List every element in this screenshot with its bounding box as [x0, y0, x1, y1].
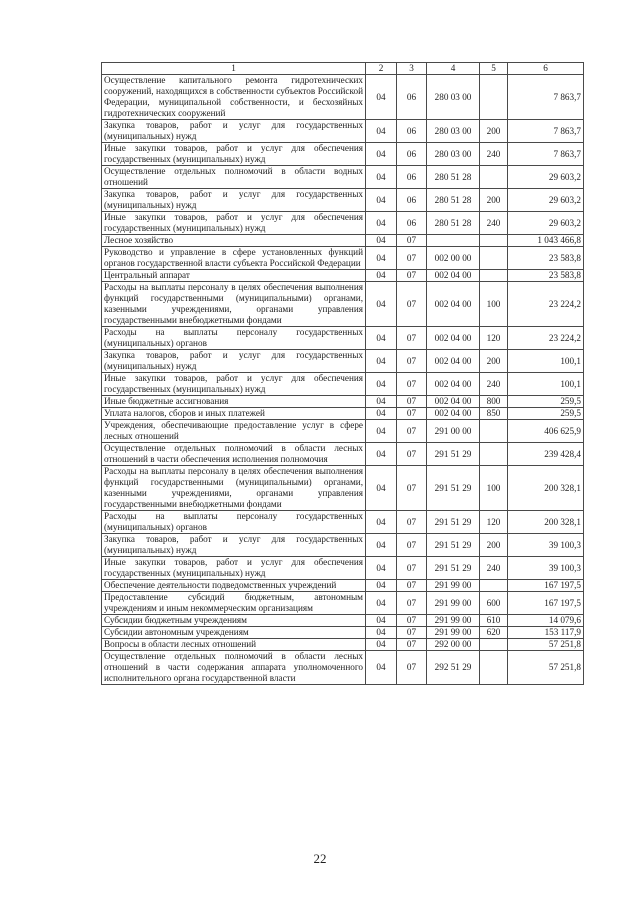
row-name: Закупка товаров, работ и услуг для государственных (муниципальных) нужд — [102, 189, 366, 212]
table-row — [102, 443, 584, 466]
row-subsection: 07 — [397, 651, 427, 685]
row-amount: 7 863,7 — [508, 120, 584, 143]
row-section: 04 — [366, 350, 397, 373]
row-subsection: 07 — [397, 350, 427, 373]
row-target-article: 002 04 00 — [427, 282, 480, 327]
table-row — [102, 627, 584, 639]
row-expense-type — [480, 75, 508, 120]
row-section: 04 — [366, 235, 397, 247]
table-row — [102, 143, 584, 166]
table-row — [102, 373, 584, 396]
row-subsection: 07 — [397, 420, 427, 443]
row-section: 04 — [366, 396, 397, 408]
row-target-article — [427, 235, 480, 247]
row-name: Закупка товаров, работ и услуг для государственных (муниципальных) нужд — [102, 120, 366, 143]
row-target-article: 280 51 28 — [427, 166, 480, 189]
table-row — [102, 235, 584, 247]
row-section: 04 — [366, 557, 397, 580]
row-section: 04 — [366, 580, 397, 592]
row-subsection: 07 — [397, 327, 427, 350]
table-row — [102, 327, 584, 350]
table-row — [102, 534, 584, 557]
row-amount: 153 117,9 — [508, 627, 584, 639]
row-section: 04 — [366, 627, 397, 639]
row-amount: 39 100,3 — [508, 557, 584, 580]
row-subsection: 06 — [397, 143, 427, 166]
row-subsection: 07 — [397, 408, 427, 420]
row-section: 04 — [366, 651, 397, 685]
row-name: Расходы на выплаты персоналу в целях обеспечения выполнения функций государственными (муниципальными) органами, казенными учреждениями, органами управления государственными внебюджетными фондами — [102, 282, 366, 327]
row-expense-type: 200 — [480, 120, 508, 143]
row-target-article: 291 51 29 — [427, 534, 480, 557]
row-name: Иные закупки товаров, работ и услуг для обеспечения государственных (муниципальных) нужд — [102, 212, 366, 235]
row-amount: 57 251,8 — [508, 651, 584, 685]
row-target-article: 291 51 29 — [427, 466, 480, 511]
table-row — [102, 557, 584, 580]
row-name: Иные бюджетные ассигнования — [102, 396, 366, 408]
table-row — [102, 350, 584, 373]
row-expense-type — [480, 270, 508, 282]
row-amount: 23 583,8 — [508, 270, 584, 282]
row-amount: 100,1 — [508, 373, 584, 396]
row-name: Расходы на выплаты персоналу в целях обеспечения выполнения функций государственными (муниципальными) органами, казенными учреждениями, органами управления государственными внебюджетными фондами — [102, 466, 366, 511]
row-amount: 23 224,2 — [508, 282, 584, 327]
row-section: 04 — [366, 189, 397, 212]
row-target-article: 280 51 28 — [427, 212, 480, 235]
row-amount: 29 603,2 — [508, 166, 584, 189]
row-section: 04 — [366, 270, 397, 282]
row-target-article: 292 00 00 — [427, 639, 480, 651]
row-subsection: 07 — [397, 580, 427, 592]
row-section: 04 — [366, 615, 397, 627]
row-target-article: 292 51 29 — [427, 651, 480, 685]
row-target-article: 002 04 00 — [427, 327, 480, 350]
row-name: Осуществление отдельных полномочий в области лесных отношений в части содержания аппарата уполномоченного исполнительного органа государственной власти — [102, 651, 366, 685]
header-col-4: 4 — [427, 63, 480, 75]
row-name: Субсидии бюджетным учреждениям — [102, 615, 366, 627]
row-amount: 167 197,5 — [508, 592, 584, 615]
row-section: 04 — [366, 166, 397, 189]
row-amount: 1 043 466,8 — [508, 235, 584, 247]
row-subsection: 06 — [397, 75, 427, 120]
row-expense-type: 610 — [480, 615, 508, 627]
row-subsection: 06 — [397, 120, 427, 143]
row-subsection: 06 — [397, 212, 427, 235]
table-row — [102, 212, 584, 235]
row-target-article: 291 00 00 — [427, 420, 480, 443]
row-target-article: 280 03 00 — [427, 75, 480, 120]
row-name: Осуществление капитального ремонта гидротехнических сооружений, находящихся в собственности субъектов Российской Федерации, муниципальной собственности, и бесхозяйных гидротехнических сооружений — [102, 75, 366, 120]
table-row — [102, 420, 584, 443]
row-amount: 7 863,7 — [508, 75, 584, 120]
row-subsection: 07 — [397, 511, 427, 534]
row-expense-type — [480, 639, 508, 651]
row-name: Иные закупки товаров, работ и услуг для обеспечения государственных (муниципальных) нужд — [102, 373, 366, 396]
row-expense-type: 850 — [480, 408, 508, 420]
row-target-article: 291 99 00 — [427, 627, 480, 639]
row-name: Предоставление субсидий бюджетным, автономным учреждениям и иным некоммерческим организациям — [102, 592, 366, 615]
table-row — [102, 651, 584, 685]
table-row — [102, 511, 584, 534]
row-target-article: 002 04 00 — [427, 408, 480, 420]
row-target-article: 291 99 00 — [427, 580, 480, 592]
row-target-article: 002 00 00 — [427, 247, 480, 270]
row-name: Иные закупки товаров, работ и услуг для обеспечения государственных (муниципальных) нужд — [102, 557, 366, 580]
row-expense-type: 240 — [480, 143, 508, 166]
row-name: Лесное хозяйство — [102, 235, 366, 247]
row-expense-type — [480, 166, 508, 189]
table-row — [102, 189, 584, 212]
row-amount: 167 197,5 — [508, 580, 584, 592]
row-section: 04 — [366, 212, 397, 235]
row-expense-type — [480, 651, 508, 685]
table-body — [102, 75, 584, 685]
row-name: Иные закупки товаров, работ и услуг для обеспечения государственных (муниципальных) нужд — [102, 143, 366, 166]
row-name: Руководство и управление в сфере установленных функций органов государственной власти субъекта Российской Федерации — [102, 247, 366, 270]
row-subsection: 07 — [397, 639, 427, 651]
row-subsection: 07 — [397, 627, 427, 639]
row-subsection: 07 — [397, 534, 427, 557]
row-target-article: 291 51 29 — [427, 511, 480, 534]
row-subsection: 07 — [397, 396, 427, 408]
row-amount: 7 863,7 — [508, 143, 584, 166]
row-name: Центральный аппарат — [102, 270, 366, 282]
row-expense-type: 100 — [480, 282, 508, 327]
row-expense-type: 240 — [480, 212, 508, 235]
row-expense-type — [480, 420, 508, 443]
row-target-article: 291 99 00 — [427, 615, 480, 627]
table-row — [102, 408, 584, 420]
row-subsection: 07 — [397, 466, 427, 511]
row-section: 04 — [366, 143, 397, 166]
row-section: 04 — [366, 592, 397, 615]
row-name: Осуществление отдельных полномочий в области водных отношений — [102, 166, 366, 189]
row-target-article: 291 99 00 — [427, 592, 480, 615]
table-row — [102, 75, 584, 120]
row-section: 04 — [366, 373, 397, 396]
row-target-article: 291 51 29 — [427, 557, 480, 580]
row-subsection: 07 — [397, 592, 427, 615]
row-name: Закупка товаров, работ и услуг для государственных (муниципальных) нужд — [102, 534, 366, 557]
table-row — [102, 166, 584, 189]
header-col-1: 1 — [102, 63, 366, 75]
row-target-article: 291 51 29 — [427, 443, 480, 466]
row-amount: 406 625,9 — [508, 420, 584, 443]
table-row — [102, 580, 584, 592]
row-amount: 23 224,2 — [508, 327, 584, 350]
row-expense-type: 100 — [480, 466, 508, 511]
table-row — [102, 247, 584, 270]
row-subsection: 07 — [397, 443, 427, 466]
row-amount: 23 583,8 — [508, 247, 584, 270]
row-subsection: 07 — [397, 270, 427, 282]
row-name: Расходы на выплаты персоналу государственных (муниципальных) органов — [102, 327, 366, 350]
header-col-6: 6 — [508, 63, 584, 75]
row-subsection: 06 — [397, 166, 427, 189]
table-row — [102, 615, 584, 627]
page-number: 22 — [313, 851, 327, 866]
row-expense-type — [480, 443, 508, 466]
row-target-article: 280 51 28 — [427, 189, 480, 212]
row-section: 04 — [366, 408, 397, 420]
row-target-article: 002 04 00 — [427, 373, 480, 396]
row-subsection: 07 — [397, 373, 427, 396]
table-row — [102, 592, 584, 615]
table-header-row — [102, 63, 584, 75]
row-expense-type — [480, 580, 508, 592]
row-expense-type: 800 — [480, 396, 508, 408]
table-row — [102, 270, 584, 282]
row-subsection: 06 — [397, 189, 427, 212]
row-target-article: 002 04 00 — [427, 396, 480, 408]
table-row — [102, 396, 584, 408]
row-section: 04 — [366, 75, 397, 120]
row-amount: 239 428,4 — [508, 443, 584, 466]
row-expense-type: 240 — [480, 557, 508, 580]
row-section: 04 — [366, 534, 397, 557]
header-col-5: 5 — [480, 63, 508, 75]
row-name: Субсидии автономным учреждениям — [102, 627, 366, 639]
row-expense-type: 200 — [480, 534, 508, 557]
row-amount: 259,5 — [508, 408, 584, 420]
row-name: Учреждения, обеспечивающие предоставление услуг в сфере лесных отношений — [102, 420, 366, 443]
row-target-article: 002 04 00 — [427, 270, 480, 282]
row-expense-type — [480, 247, 508, 270]
row-section: 04 — [366, 247, 397, 270]
row-target-article: 002 04 00 — [427, 350, 480, 373]
row-name: Закупка товаров, работ и услуг для государственных (муниципальных) нужд — [102, 350, 366, 373]
row-subsection: 07 — [397, 615, 427, 627]
row-expense-type — [480, 235, 508, 247]
table-row — [102, 639, 584, 651]
row-name: Обеспечение деятельности подведомственных учреждений — [102, 580, 366, 592]
row-amount: 100,1 — [508, 350, 584, 373]
row-amount: 57 251,8 — [508, 639, 584, 651]
row-subsection: 07 — [397, 557, 427, 580]
row-amount: 29 603,2 — [508, 212, 584, 235]
row-target-article: 280 03 00 — [427, 143, 480, 166]
row-target-article: 280 03 00 — [427, 120, 480, 143]
row-amount: 200 328,1 — [508, 466, 584, 511]
row-section: 04 — [366, 327, 397, 350]
row-section: 04 — [366, 120, 397, 143]
row-name: Расходы на выплаты персоналу государственных (муниципальных) органов — [102, 511, 366, 534]
row-expense-type: 200 — [480, 189, 508, 212]
row-expense-type: 120 — [480, 511, 508, 534]
table-row — [102, 282, 584, 327]
row-expense-type: 600 — [480, 592, 508, 615]
row-name: Уплата налогов, сборов и иных платежей — [102, 408, 366, 420]
row-section: 04 — [366, 282, 397, 327]
table-row — [102, 466, 584, 511]
row-expense-type: 120 — [480, 327, 508, 350]
row-amount: 200 328,1 — [508, 511, 584, 534]
row-section: 04 — [366, 443, 397, 466]
row-name: Вопросы в области лесных отношений — [102, 639, 366, 651]
row-expense-type: 620 — [480, 627, 508, 639]
row-amount: 259,5 — [508, 396, 584, 408]
table-row — [102, 120, 584, 143]
row-subsection: 07 — [397, 235, 427, 247]
row-section: 04 — [366, 420, 397, 443]
budget-table — [101, 62, 584, 685]
row-expense-type: 200 — [480, 350, 508, 373]
row-section: 04 — [366, 466, 397, 511]
row-name: Осуществление отдельных полномочий в области лесных отношений в части обеспечения исполнения полномочия — [102, 443, 366, 466]
header-col-3: 3 — [397, 63, 427, 75]
row-amount: 39 100,3 — [508, 534, 584, 557]
header-col-2: 2 — [366, 63, 397, 75]
row-section: 04 — [366, 511, 397, 534]
row-expense-type: 240 — [480, 373, 508, 396]
row-section: 04 — [366, 639, 397, 651]
row-amount: 29 603,2 — [508, 189, 584, 212]
row-subsection: 07 — [397, 247, 427, 270]
row-subsection: 07 — [397, 282, 427, 327]
row-amount: 14 079,6 — [508, 615, 584, 627]
